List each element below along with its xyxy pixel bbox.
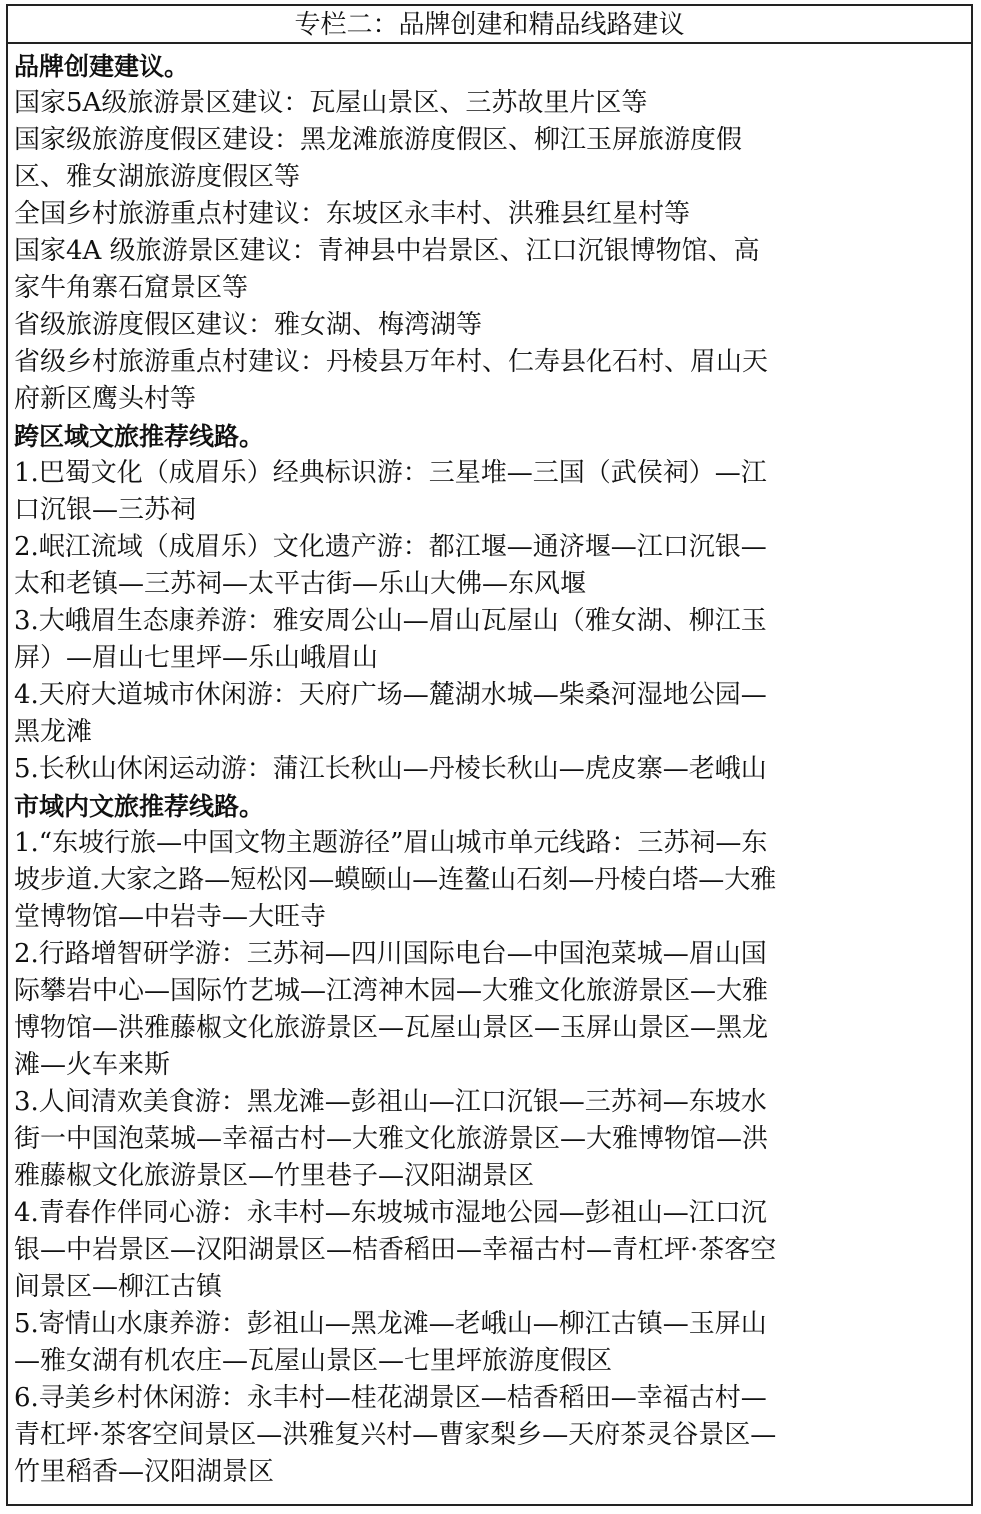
text-line: 2.岷江流域（成眉乐）文化遗产游：都江堰—通济堰—江口沉银— (14, 532, 767, 562)
text-line: 3.人间清欢美食游：黑龙滩—彭祖山—江口沉银—三苏祠—东坡水 (14, 1087, 767, 1117)
text-line: 省级旅游度假区建议：雅女湖、梅湾湖等 (14, 310, 483, 340)
text-line: 黑龙滩 (14, 717, 93, 747)
text-line: 国家5A级旅游景区建议：瓦屋山景区、三苏故里片区等 (14, 88, 648, 118)
text-line: 青杠坪·茶客空间景区—洪雅复兴村—曹家梨乡—天府茶灵谷景区— (14, 1420, 777, 1450)
section-heading: 市域内文旅推荐线路。 (14, 792, 265, 821)
text-line: 1.巴蜀文化（成眉乐）经典标识游：三星堆—三国（武侯祠）—江 (14, 458, 767, 488)
text-line: 滩—火车来斯 (14, 1050, 171, 1080)
text-line: 省级乡村旅游重点村建议：丹棱县万年村、仁寿县化石村、眉山天 (14, 347, 769, 377)
text-line: 雅藤椒文化旅游景区—竹里巷子—汉阳湖景区 (14, 1161, 535, 1191)
text-line: 堂博物馆—中岩寺—大旺寺 (14, 902, 327, 932)
text-line: 家牛角寨石窟景区等 (14, 273, 249, 303)
text-line: 1.“东坡行旅—中国文物主题游径”眉山城市单元线路：三苏祠—东 (14, 828, 768, 858)
text-line: 太和老镇—三苏祠—太平古街—乐山大佛—东风堰 (14, 569, 587, 599)
text-line: 2.行路增智研学游：三苏祠—四川国际电台—中国泡菜城—眉山国 (14, 939, 767, 969)
text-line: 坡步道.大家之路—短松冈—蟆颐山—连鳌山石刻—丹棱白塔—大雅 (14, 865, 777, 895)
text-line: 4.青春作伴同心游：永丰村—东坡城市湿地公园—彭祖山—江口沉 (14, 1198, 767, 1228)
text-line: 区、雅女湖旅游度假区等 (14, 162, 301, 192)
text-line: 间景区—柳江古镇 (14, 1272, 223, 1302)
text-line: 竹里稻香—汉阳湖景区 (14, 1457, 275, 1487)
text-line: 5.长秋山休闲运动游：蒲江长秋山—丹棱长秋山—虎皮寨—老峨山 (14, 754, 767, 784)
text-line: —雅女湖有机农庄—瓦屋山景区—七里坪旅游度假区 (14, 1346, 613, 1376)
text-line: 口沉银—三苏祠 (14, 495, 197, 525)
section-heading: 跨区域文旅推荐线路。 (14, 422, 265, 451)
text-line: 国家级旅游度假区建设：黑龙滩旅游度假区、柳江玉屏旅游度假 (14, 125, 743, 155)
text-line: 国家4A 级旅游景区建议：青神县中岩景区、江口沉银博物馆、高 (14, 236, 760, 266)
text-line: 屏）—眉山七里坪—乐山峨眉山 (14, 643, 379, 673)
text-line: 6.寻美乡村休闲游：永丰村—桂花湖景区—桔香稻田—幸福古村— (14, 1383, 767, 1413)
text-line: 银—中岩景区—汉阳湖景区—桔香稻田—幸福古村—青杠坪·茶客空 (14, 1235, 777, 1265)
column-title: 专栏二：品牌创建和精品线路建议 (8, 6, 971, 44)
text-line: 全国乡村旅游重点村建议：东坡区永丰村、洪雅县红星村等 (14, 199, 691, 229)
text-line: 博物馆—洪雅藤椒文化旅游景区—瓦屋山景区—玉屏山景区—黑龙 (14, 1013, 769, 1043)
text-line: 际攀岩中心—国际竹艺城—江湾神木园—大雅文化旅游景区—大雅 (14, 976, 769, 1006)
text-line: 府新区鹰头村等 (14, 384, 197, 414)
section-heading: 品牌创建建议。 (14, 52, 190, 81)
text-line: 5.寄情山水康养游：彭祖山—黑龙滩—老峨山—柳江古镇—玉屏山 (14, 1309, 767, 1339)
text-line: 街一中国泡菜城—幸福古村—大雅文化旅游景区—大雅博物馆—洪 (14, 1124, 769, 1154)
document-body (8, 44, 971, 1491)
document-box (6, 4, 973, 1506)
text-line: 4.天府大道城市休闲游：天府广场—麓湖水城—柴桑河湿地公园— (14, 680, 767, 710)
text-line: 3.大峨眉生态康养游：雅安周公山—眉山瓦屋山（雅女湖、柳江玉 (14, 606, 767, 636)
